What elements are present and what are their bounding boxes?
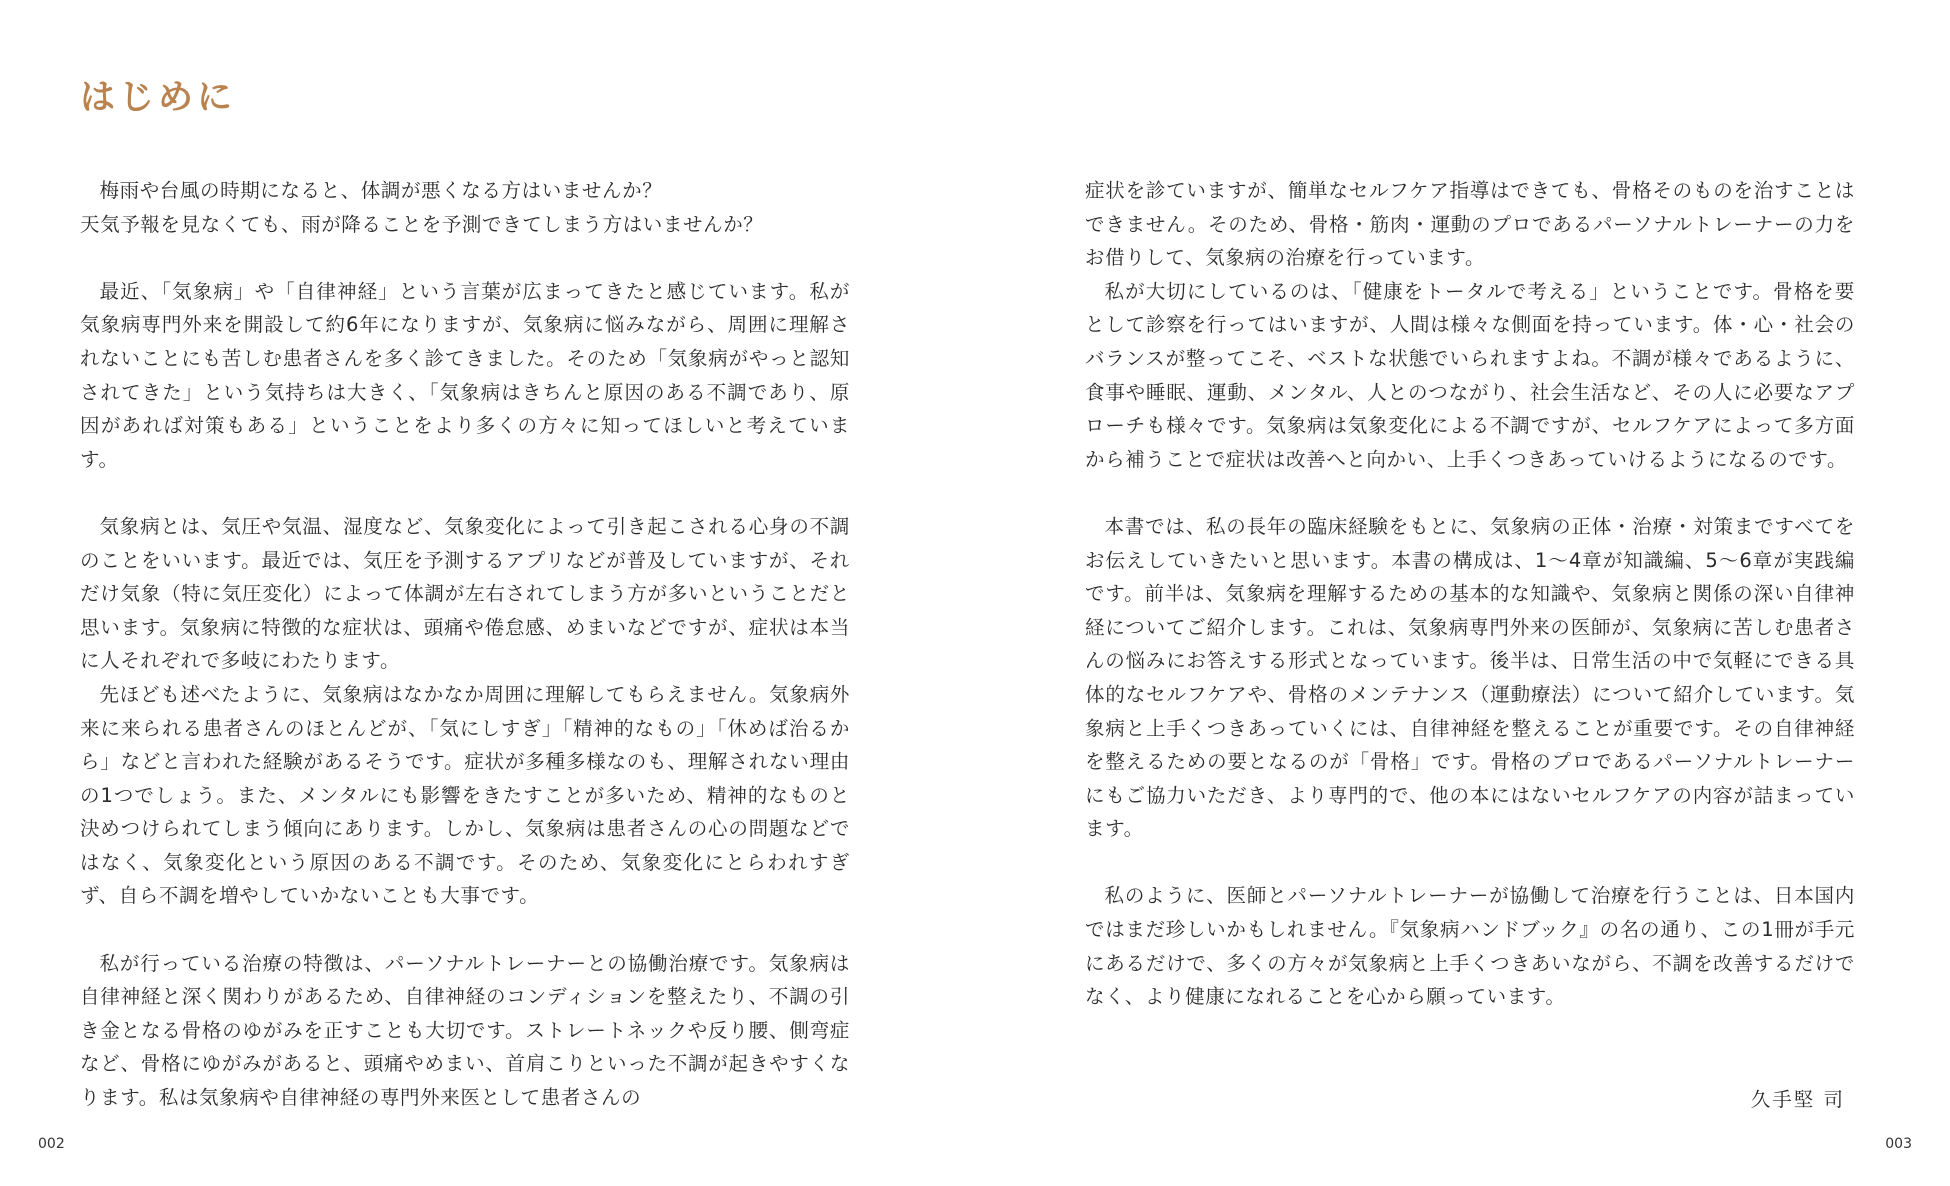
paragraph-gap — [1085, 846, 1855, 880]
page-number: 003 — [1885, 1136, 1912, 1152]
author-signature: 久手堅 司 — [1750, 1088, 1845, 1111]
paragraph-intro-questions: 梅雨や台風の時期になると、体調が悪くなる方はいませんか？ 天気予報を見なくても、雨が降ることを予測できてしまう方はいませんか？ — [80, 179, 764, 236]
paragraph-misunderstanding: 先ほども述べたように、気象病はなかなか周囲に理解してもらえません。気象病外来に来られる患者さんのほとんどが、「気にしすぎ」「精神的なもの」「休めば治るから」などと言われた経験があるそうです。症状が多種多様なのも、理解されない理由の1つでしょう。また、メンタルにも影響をきたすことが多いため、精神的なものと決めつけられてしまう傾向にあります。しかし、気象病は患者さんの心の問題などではなく、気象変化という原因のある不調です。そのため、気象変化にとらわれすぎず、自ら不調を増やしていかないことも大事です。 — [80, 682, 850, 908]
paragraph-gap — [1085, 476, 1855, 510]
paragraph-holistic-health: 私が大切にしているのは、「健康をトータルで考える」ということです。骨格を要として診察を行ってはいますが、人間は様々な側面を持っています。体・心・社会のバランスが整ってこそ、ベストな状態でいられますよね。不調が様々であるように、食事や睡眠、運動、メンタル、人とのつながり、社会生活など、その人に必要なアプローチも様々です。気象病は気象変化による不調ですが、セルフケアによって多方面から補うことで症状は改善へと向かい、上手くつきあっていけるようになるのです。 — [1085, 279, 1855, 471]
paragraph-recent-awareness: 最近、「気象病」や「自律神経」という言葉が広まってきたと感じています。私が気象病専門外来を開設して約6年になりますが、気象病に悩みながら、周囲に理解されないことにも苦しむ患者さんを多く診てきました。そのため「気象病がやっと認知されてきた」という気持ちは大きく、「気象病はきちんと原因のある不調であり、原因があれば対策もある」ということをより多くの方々に知ってほしいと考えています。 — [80, 279, 850, 471]
page-number: 002 — [38, 1136, 65, 1152]
paragraph-gap — [80, 913, 850, 947]
paragraph-definition: 気象病とは、気圧や気温、湿度など、気象変化によって引き起こされる心身の不調のことをいいます。最近では、気圧を予測するアプリなどが普及していますが、それだけ気象（特に気圧変化）によって体調が左右されてしまう方が多いということだと思います。気象病に特徴的な症状は、頭痛や倦怠感、めまいなどですが、症状は本当に人それぞれで多岐にわたります。 — [80, 514, 850, 673]
paragraph-book-structure: 本書では、私の長年の臨床経験をもとに、気象病の正体・治療・対策まですべてをお伝えしていきたいと思います。本書の構成は、1〜4章が知識編、5〜6章が実践編です。前半は、気象病を理解するための基本的な知識や、気象病と関係の深い自律神経についてご紹介します。これは、気象病専門外来の医師が、気象病に苦しむ患者さんの悩みにお答えする形式となっています。後半は、日常生活の中で気軽にできる具体的なセルフケアや、骨格のメンテナンス（運動療法）について紹介しています。気象病と上手くつきあっていくには、自律神経を整えることが重要です。その自律神経を整えるための要となるのが「骨格」です。骨格のプロであるパーソナルトレーナーにもご協力いただき、より専門的で、他の本にはないセルフケアの内容が詰まっています。 — [1085, 514, 1855, 841]
left-body-text — [80, 174, 850, 1115]
paragraph-gap — [80, 241, 850, 275]
paragraph-treatment: 私が行っている治療の特徴は、パーソナルトレーナーとの協働治療です。気象病は自律神経と深く関わりがあるため、自律神経のコンディションを整えたり、不調の引き金となる骨格のゆがみを正すことも大切です。ストレートネックや反り腰、側弯症など、骨格にゆがみがあると、頭痛やめまい、首肩こりといった不調が起きやすくなります。私は気象病や自律神経の専門外来医として患者さんの — [80, 951, 850, 1110]
right-body-text — [1085, 174, 1855, 1014]
right-page — [975, 0, 1950, 1186]
paragraph-gap — [80, 476, 850, 510]
paragraph-closing: 私のように、医師とパーソナルトレーナーが協働して治療を行うことは、日本国内ではまだ珍しいかもしれません。『気象病ハンドブック』の名の通り、この1冊が手元にあるだけで、多くの方々が気象病と上手くつきあいながら、不調を改善するだけでなく、より健康になれることを心から願っています。 — [1085, 884, 1855, 1009]
page-title: はじめに — [80, 78, 237, 118]
paragraph-treatment-continued: 症状を診ていますが、簡単なセルフケア指導はできても、骨格そのものを治すことはできません。そのため、骨格・筋肉・運動のプロであるパーソナルトレーナーの力をお借りして、気象病の治療を行っています。 — [1085, 179, 1855, 270]
